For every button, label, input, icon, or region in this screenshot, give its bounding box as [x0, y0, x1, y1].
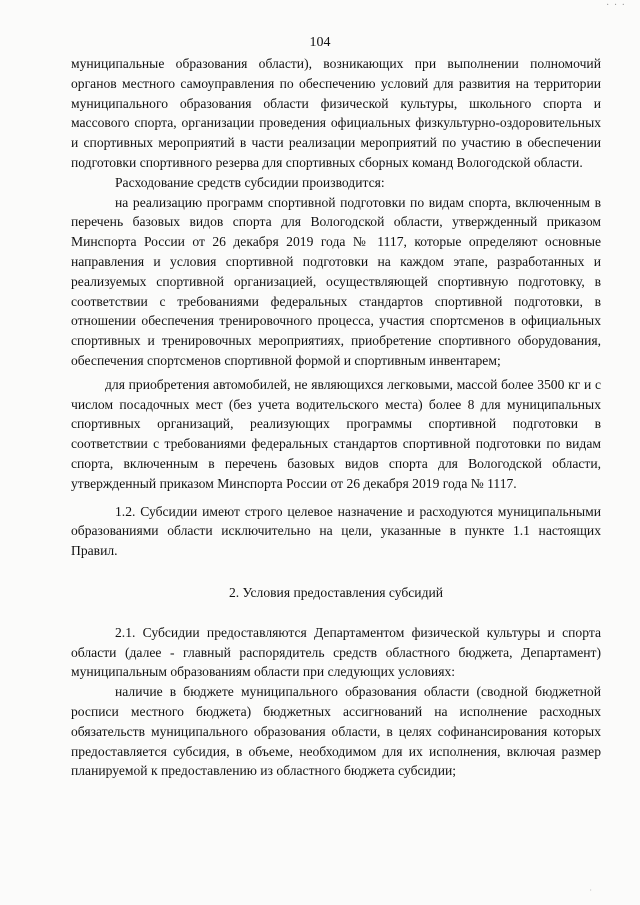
paragraph-continuation: муниципальные образования области), возникающих при выполнении полномочий органов местного самоуправления по обеспечению условий для развития на территории муниципального образования области физической культуры, школьного спорта и массового спорта, организации проведения официальных физкультурно-оздоровительных и спортивных мероприятий в части реализации мероприятий по участию в обеспечении подготовки спортивного резерва для спортивных сборных команд Вологодской области. — [71, 56, 601, 170]
paragraph-spending-intro: Расходование средств субсидии производится: — [115, 174, 385, 190]
paragraph-training-programs: на реализацию программ спортивной подготовки по видам спорта, включенным в перечень базовых видов спорта для Вологодской области, утвержденный приказом Минспорта России от 26 декабря 2019 года № 1117, которые определяют основные направления и условия спортивной подготовки на каждом этапе, разработанных и реализуемых спортивной организацией, осуществляющей спортивную подготовку, в соответствии с требованиями федеральных стандартов спортивной подготовки, в отношении обеспечения тренировочного процесса, участия спортсменов в официальных спортивных и тренировочных мероприятиях, приобретение спортивного оборудования, обеспечения спортсменов спортивной формой и спортивным инвентарем; — [71, 194, 601, 368]
page-number: 104 — [309, 35, 331, 50]
scan-artifact-dot: · — [589, 886, 592, 895]
scan-artifact-mark: · · · — [606, 0, 626, 11]
paragraph-clause-2-1: 2.1. Субсидии предоставляются Департаментом физической культуры и спорта области (далее - главный распорядитель средств областного бюджета, Департамент) муниципальным образованиям области при следующих условиях: — [71, 624, 601, 680]
paragraph-vehicles: для приобретения автомобилей, не являющихся легковыми, массой более 3500 кг и с числом посадочных мест (без учета водительского места) более 8 для муниципальных спортивных организаций, реализующих программы спортивной подготовки в соответствии с требованиями федеральных стандартов спортивной подготовки по видам спорта, включенным в перечень базовых видов спорта для Вологодской области, утвержденный приказом Минспорта России от 26 декабря 2019 года № 1117. — [71, 376, 601, 491]
paragraph-budget-condition: наличие в бюджете муниципального образования области (сводной бюджетной росписи местного бюджета) бюджетных ассигнований на исполнение расходных обязательств муниципального образования области, в целях софинансирования которых предоставляется субсидия, в объеме, необходимом для их исполнения, включая размер планируемой к предоставлению из областного бюджета субсидии; — [71, 684, 601, 779]
paragraph-clause-1-2: 1.2. Субсидии имеют строго целевое назначение и расходуются муниципальными образованиями области исключительно на цели, указанные в пункте 1.1 настоящих Правил. — [71, 503, 601, 559]
document-body — [71, 54, 601, 781]
section-heading: 2. Условия предоставления субсидий — [228, 584, 444, 600]
